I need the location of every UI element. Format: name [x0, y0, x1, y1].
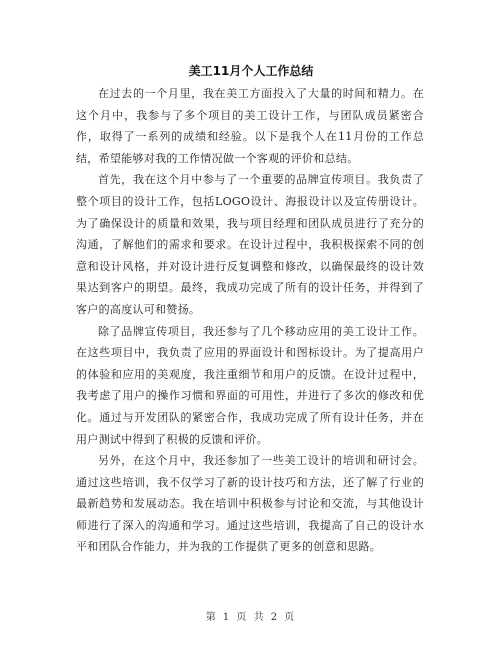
paragraph-training: 另外，在这个月中，我还参加了一些美工设计的培训和研讨会。通过这些培训，我不仅学习了新的设计技巧和方法，还了解了行业的最新趋势和发展动态。我在培训中积极参与讨论和交流，与其他设计师进行了深入的沟通和学习。通过这些培训，我提高了自己的设计水平和团队合作能力，并为我的工作提供了更多的创意和思路。: [76, 454, 424, 554]
paragraph-mobile-apps: 除了品牌宣传项目，我还参与了几个移动应用的美工设计工作。在这些项目中，我负责了应用的界面设计和图标设计。为了提高用户的体验和应用的美观度，我注重细节和用户的反馈。在设计过程中，我考虑了用户的操作习惯和界面的可用性，并进行了多次的修改和优化。通过与开发团队的紧密合作，我成功完成了所有设计任务，并在用户测试中得到了积极的反馈和评价。: [76, 324, 424, 446]
paragraph-brand-project: 首先，我在这个月中参与了一个重要的品牌宣传项目。我负责了整个项目的设计工作，包括LOGO设计、海报设计以及宣传册设计。为了确保设计的质量和效果，我与项目经理和团队成员进行了充分的沟通，了解他们的需求和要求。在设计过程中，我积极探索不同的创意和设计风格，并对设计进行反复调整和修改，以确保最终的设计效果达到客户的期望。最终，我成功完成了所有的设计任务，并得到了客户的高度认可和赞扬。: [76, 173, 424, 316]
document-body: [76, 83, 424, 558]
page-footer: 第 1 页 共 2 页: [205, 612, 297, 623]
paragraph-intro: 在过去的一个月里，我在美工方面投入了大量的时间和精力。在这个月中，我参与了多个项目的美工设计工作，与团队成员紧密合作，取得了一系列的成绩和经验。以下是我个人在11月份的工作总结，希望能够对我的工作情况做一个客观的评价和总结。: [76, 87, 424, 165]
document-title: 美工11月个人工作总结: [188, 64, 314, 78]
